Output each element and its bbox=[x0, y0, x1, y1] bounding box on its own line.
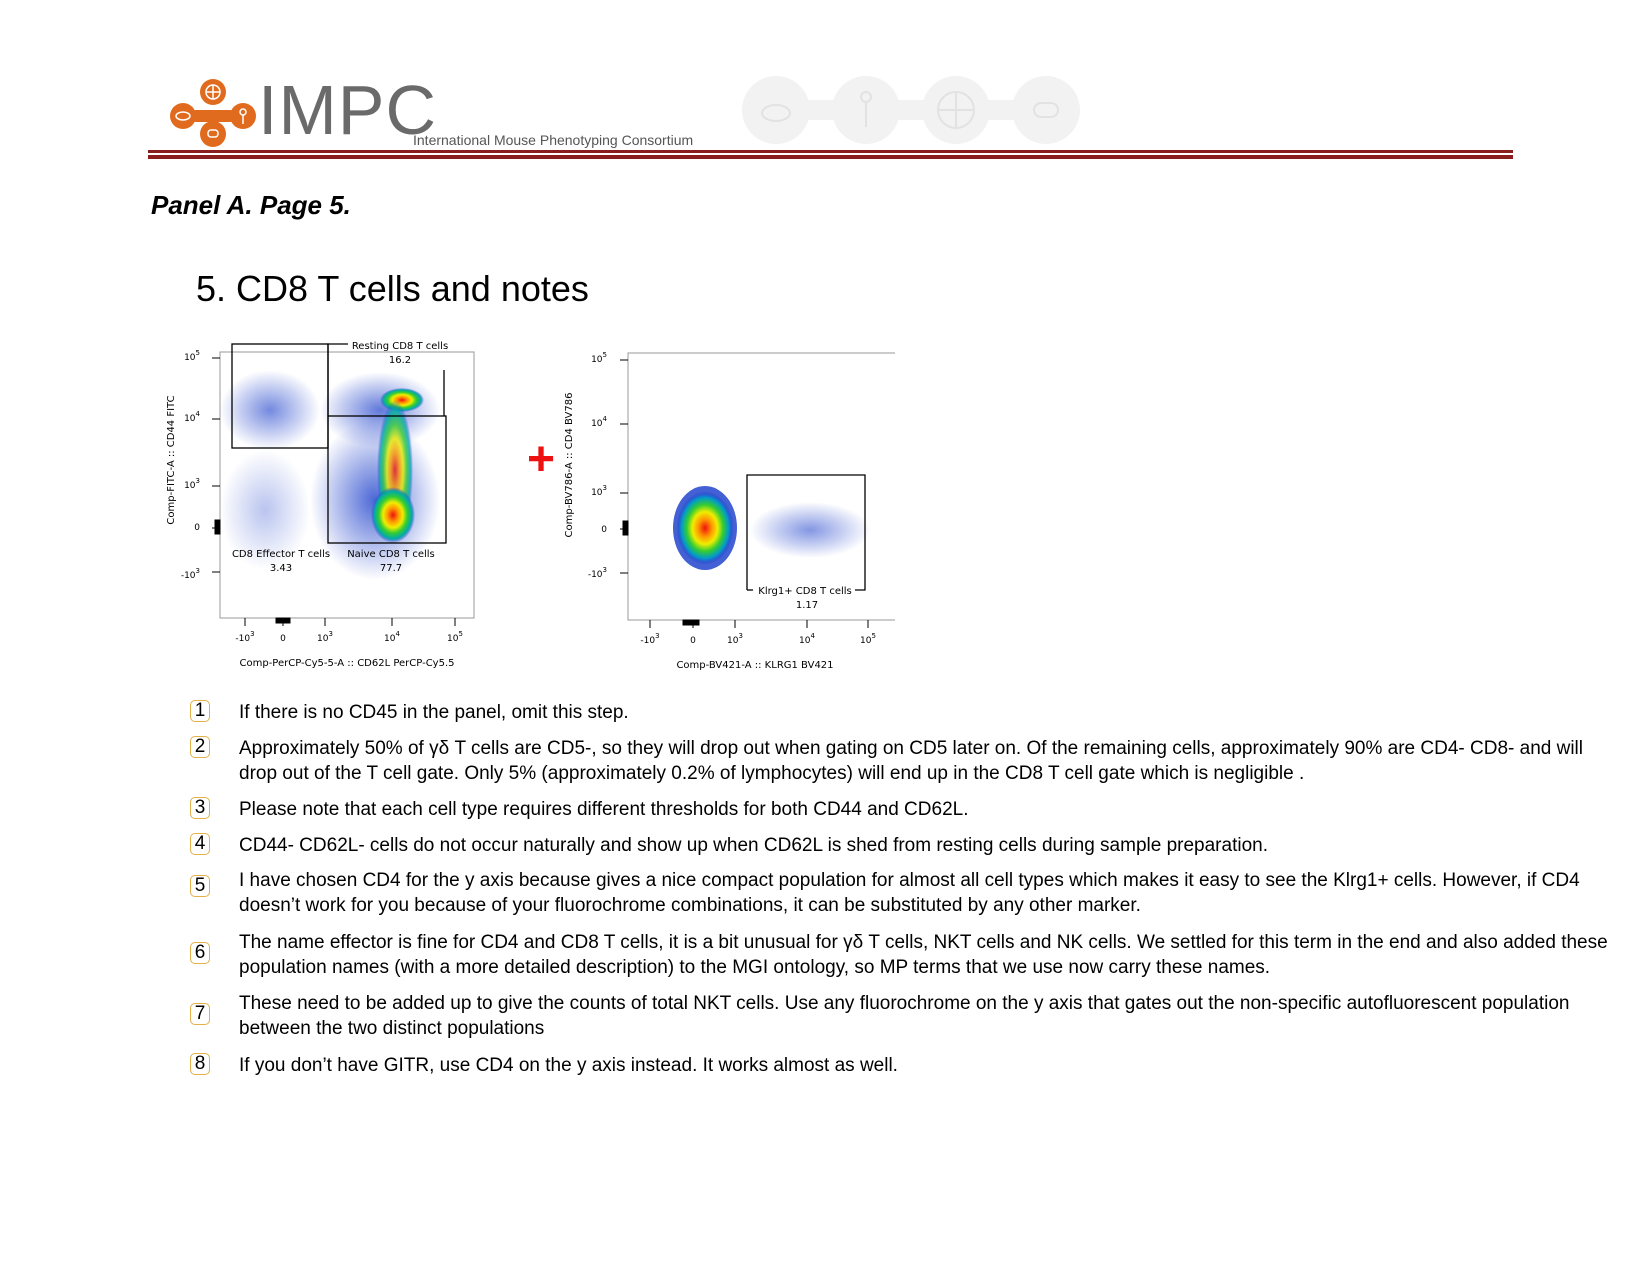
note-number: 7 bbox=[190, 1003, 210, 1025]
p1-xtick-0: 0 bbox=[280, 634, 286, 644]
header-rule-thick bbox=[148, 155, 1513, 159]
plus-sign: + bbox=[527, 433, 556, 486]
p1-xtick-neg: $-10^3$ bbox=[235, 630, 255, 644]
plot2-frame bbox=[628, 353, 895, 620]
p2-ytick-neg: $-10^3$ bbox=[587, 566, 607, 580]
p1-ytick-0: 0 bbox=[194, 523, 200, 533]
plot2-xlabel: Comp-BV421-A :: KLRG1 BV421 bbox=[676, 660, 834, 671]
plot1-ylabel: Comp-FITC-A :: CD44 FITC bbox=[166, 395, 177, 525]
note-number: 2 bbox=[190, 736, 210, 758]
logo-subtitle: International Mouse Phenotyping Consortium bbox=[413, 132, 694, 148]
gate-value-naive: 77.7 bbox=[379, 563, 403, 574]
gate-value-klrg1: 1.17 bbox=[795, 600, 819, 611]
p2-ytick-1e3: $10^3$ bbox=[591, 484, 607, 498]
note-text: The name effector is fine for CD4 and CD8 T cells, it is a bit unusual for γδ T cells, NKT cells and NK cells. We settled for this term in the end and also added these population names (with a more detailed description) to the MGI ontology, so MP terms that we use now carry these names. bbox=[239, 932, 1608, 978]
note-text: These need to be added up to give the counts of total NKT cells. Use any fluorochrome on the y axis that gates out the non-specific autofluorescent population between the two distinct populations bbox=[239, 993, 1570, 1039]
p2-xtick-1e4: $10^4$ bbox=[799, 632, 815, 646]
p1-ytick-1e3: $10^3$ bbox=[184, 477, 200, 491]
p2-xtick-1e5: $10^5$ bbox=[860, 632, 876, 646]
plot2-ylabel: Comp-BV786-A :: CD4 BV786 bbox=[564, 392, 575, 538]
note-text: If there is no CD45 in the panel, omit this step. bbox=[239, 702, 629, 723]
p2-xtick-neg: $-10^3$ bbox=[640, 632, 660, 646]
note-number: 8 bbox=[190, 1053, 210, 1075]
note-number: 6 bbox=[190, 942, 210, 964]
p2-ytick-1e5: $10^5$ bbox=[591, 351, 607, 365]
plot1-xlabel: Comp-PerCP-Cy5-5-A :: CD62L PerCP-Cy5.5 bbox=[239, 658, 455, 669]
impc-logo-icon bbox=[168, 78, 258, 148]
gate-value-resting: 16.2 bbox=[388, 355, 412, 366]
page-header bbox=[148, 70, 1513, 160]
p2-xtick-1e3: $10^3$ bbox=[727, 632, 743, 646]
gate-label-klrg1: Klrg1+ CD8 T cells bbox=[758, 586, 852, 597]
flow-plot-cd44-cd62l bbox=[160, 340, 500, 670]
p1-ytick-1e5: $10^5$ bbox=[184, 349, 200, 363]
watermark-icons bbox=[738, 75, 1088, 145]
gate-label-effector: CD8 Effector T cells bbox=[231, 549, 331, 560]
p2-ytick-0: 0 bbox=[601, 525, 607, 535]
note-text: CD44- CD62L- cells do not occur naturally and show up when CD62L is shed from resting cells during sample preparation. bbox=[239, 835, 1268, 856]
note-number: 5 bbox=[190, 875, 210, 897]
gate-label-resting: Resting CD8 T cells bbox=[351, 341, 449, 352]
note-number: 4 bbox=[190, 833, 210, 855]
logo-text: IMPC bbox=[258, 71, 437, 149]
gate-label-naive: Naive CD8 T cells bbox=[347, 549, 435, 560]
p1-ytick-1e4: $10^4$ bbox=[184, 410, 200, 424]
panel-label: Panel A. Page 5. bbox=[151, 190, 351, 220]
note-text: Approximately 50% of γδ T cells are CD5-, so they will drop out when gating on CD5 later on. Of the remaining cells, approximately 90% are CD4- CD8- and will drop out of the T cell gate. Only 5% (approximately 0.2% of lymphocytes) will end up in the CD8 T cell gate which is negligible . bbox=[239, 738, 1583, 784]
p1-xtick-1e4: $10^4$ bbox=[384, 630, 400, 644]
note-text: I have chosen CD4 for the y axis because gives a nice compact population for almost all cell types which makes it easy to see the Klrg1+ cells. However, if CD4 doesn’t work for you because of your fluorochrome combinations, it can be substituted by any other marker. bbox=[239, 870, 1580, 916]
note-number: 1 bbox=[190, 700, 210, 722]
p2-xtick-0: 0 bbox=[690, 636, 696, 646]
note-text: If you don’t have GITR, use CD4 on the y axis instead. It works almost as well. bbox=[239, 1055, 898, 1076]
p1-xtick-1e5: $10^5$ bbox=[447, 630, 463, 644]
p2-ytick-1e4: $10^4$ bbox=[591, 415, 607, 429]
flow-plot-cd4-klrg1 bbox=[555, 345, 895, 675]
note-number: 3 bbox=[190, 797, 210, 819]
section-title: 5. CD8 T cells and notes bbox=[196, 268, 589, 309]
header-rule bbox=[148, 150, 1513, 153]
gate-value-effector: 3.43 bbox=[269, 563, 293, 574]
p1-ytick-neg: $-10^3$ bbox=[180, 567, 200, 581]
p1-xtick-1e3: $10^3$ bbox=[317, 630, 333, 644]
note-text: Please note that each cell type requires different thresholds for both CD44 and CD62L. bbox=[239, 799, 969, 820]
